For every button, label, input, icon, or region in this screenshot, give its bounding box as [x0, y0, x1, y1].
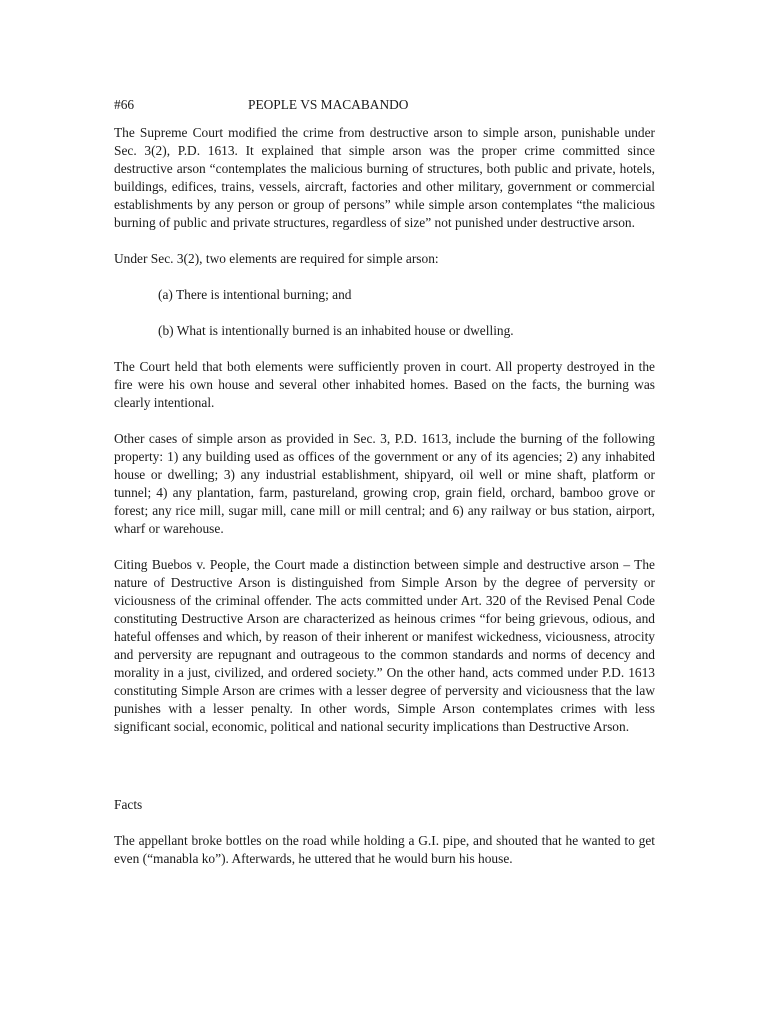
case-number: #66 — [114, 97, 135, 112]
paragraph-ruling: The Supreme Court modified the crime from destructive arson to simple arson, punishable under Sec. 3(2), P.D. 1613. It explained that simple arson was the proper crime committed since destructive arson “contemplates the malicious burning of structures, both public and private, hotels, buildings, edifices, trains, vessels, aircraft, factories and other military, government or commercial establishments by any person or group of persons” while simple arson contemplates “the malicious burning of public and private structures, regardless of size” not punished under destructive arson. — [114, 125, 655, 230]
paragraph-court-held: The Court held that both elements were sufficiently proven in court. All property destroyed in the fire were his own house and several other inhabited homes. Based on the facts, the burning was clearly intentional. — [114, 359, 655, 410]
paragraph-elements-intro: Under Sec. 3(2), two elements are required for simple arson: — [114, 251, 439, 266]
section-spacer — [114, 754, 655, 796]
element-item-a: (a) There is intentional burning; and — [158, 287, 352, 302]
case-title: PEOPLE VS MACABANDO — [248, 97, 409, 112]
element-item-b: (b) What is intentionally burned is an inhabited house or dwelling. — [158, 323, 514, 338]
paragraph-facts: The appellant broke bottles on the road while holding a G.I. pipe, and shouted that he wanted to get even (“manabla ko”). Afterwards, he uttered that he would burn his house. — [114, 833, 655, 866]
paragraph-other-cases: Other cases of simple arson as provided in Sec. 3, P.D. 1613, include the burning of the following property: 1) any building used as offices of the government or any of its agencies; 2) any inhabited house or dwelling; 3) any industrial establishment, shipyard, oil well or mine shaft, platform or tunnel; 4) any plantation, farm, pastureland, growing crop, grain field, orchard, bamboo grove or forest; any rice mill, sugar mill, cane mill or mill central; and 6) any railway or bus station, airport, wharf or warehouse. — [114, 431, 655, 536]
facts-heading: Facts — [114, 797, 143, 812]
document-page — [114, 96, 655, 886]
case-heading — [114, 96, 655, 114]
paragraph-buebos-distinction: Citing Buebos v. People, the Court made a distinction between simple and destructive arson – The nature of Destructive Arson is distinguished from Simple Arson by the degree of perversity or viciousness of the criminal offender. The acts committed under Art. 320 of the Revised Penal Code constituting Destructive Arson are characterized as heinous crimes “for being grievous, odious, and hateful offenses and which, by reason of their inherent or manifest wickedness, viciousness, atrocity and perversity are repugnant and outrageous to the common standards and norms of decency and morality in a just, civilized, and ordered society.” On the other hand, acts commed under P.D. 1613 constituting Simple Arson are crimes with a lesser degree of perversity and viciousness that the law punishes with a lesser penalty. In other words, Simple Arson contemplates crimes with less significant social, economic, political and national security implications than Destructive Arson. — [114, 557, 655, 734]
